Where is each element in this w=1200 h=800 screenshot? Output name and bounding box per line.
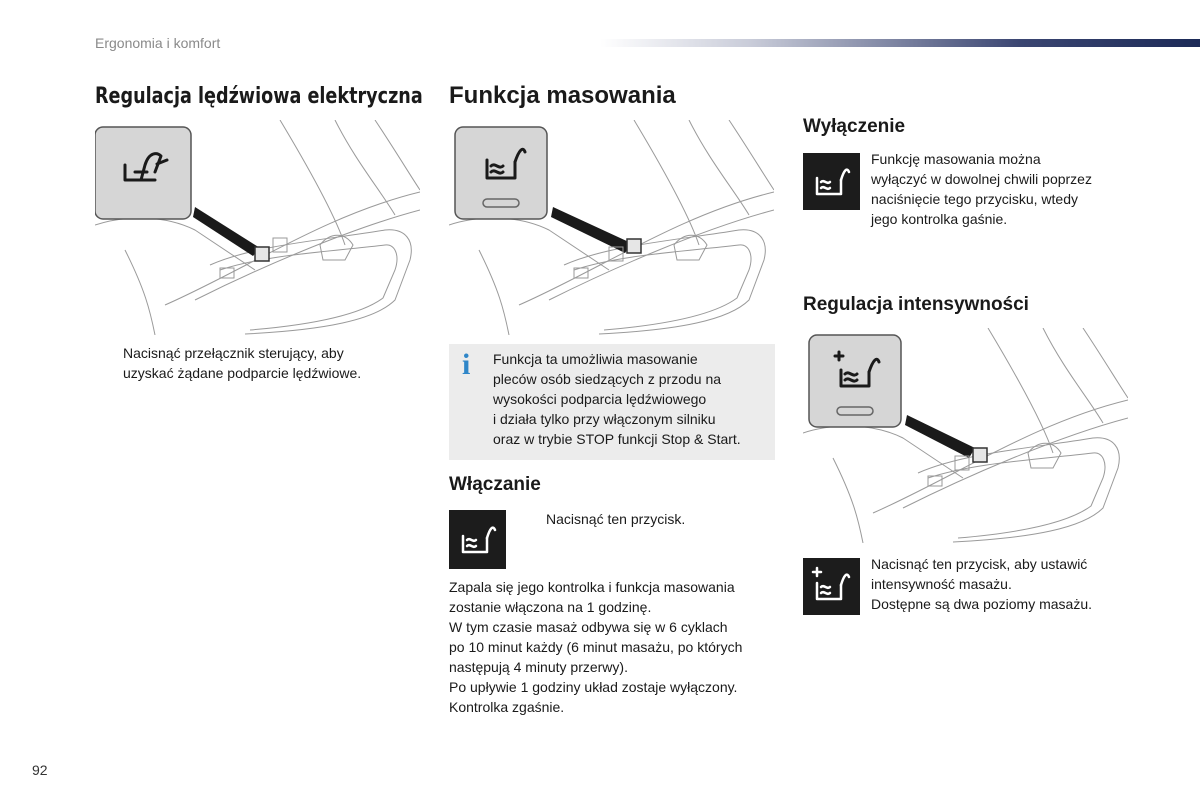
intensity-title: Regulacja intensywności	[803, 294, 1029, 315]
switch-on-instruction: Nacisnąć ten przycisk.	[546, 511, 686, 527]
lumbar-switch	[255, 247, 269, 261]
massage-switch	[627, 239, 641, 253]
switch-off-title: Wyłączenie	[803, 116, 906, 137]
massage-seat-illustration	[449, 120, 774, 335]
section-label: Ergonomia i komfort	[95, 35, 221, 51]
page-number: 92	[32, 762, 48, 778]
lumbar-seat-illustration	[95, 120, 420, 335]
intensity-seat-illustration	[803, 328, 1128, 543]
info-icon: i	[462, 348, 471, 381]
intensity-description: Nacisnąć ten przycisk, aby ustawić intensywność masażu. Dostępne są dwa poziomy masażu.	[871, 556, 1092, 612]
header-bar	[600, 39, 1200, 47]
switch-off-description: Funkcję masowania można wyłączyć w dowolnej chwili poprzez naciśnięcie tego przycisku, wtedy jego kontrolka gaśnie.	[871, 151, 1092, 227]
intensity-switch	[973, 448, 987, 462]
info-text: Funkcja ta umożliwia masowanie pleców osób siedzących z przodu na wysokości podparcia lędźwiowego i działa tylko przy włączonym silniku oraz w trybie STOP funkcji Stop & Start.	[493, 351, 741, 447]
lumbar-title: Regulacja lędźwiowa elektryczna	[95, 84, 423, 109]
massage-seat-icon	[803, 153, 860, 210]
massage-intensity-icon	[803, 558, 860, 615]
massage-seat-icon	[449, 510, 506, 569]
intensity-button-icon	[803, 558, 860, 615]
massage-button-icon	[449, 510, 506, 569]
switch-on-description: Zapala się jego kontrolka i funkcja masowania zostanie włączona na 1 godzinę. W tym czasie masaż odbywa się w 6 cyklach po 10 minut każdy (6 minut masażu, po których następują 4 minuty przerwy). Po upływie 1 godziny układ zostaje wyłączony. Kontrolka zgaśnie.	[449, 579, 743, 715]
switch-on-title: Włączanie	[449, 474, 541, 495]
lumbar-instruction: Nacisnąć przełącznik sterujący, aby uzyskać żądane podparcie lędźwiowe.	[123, 345, 362, 381]
massage-off-button-icon	[803, 153, 860, 210]
massage-title: Funkcja masowania	[449, 82, 676, 109]
